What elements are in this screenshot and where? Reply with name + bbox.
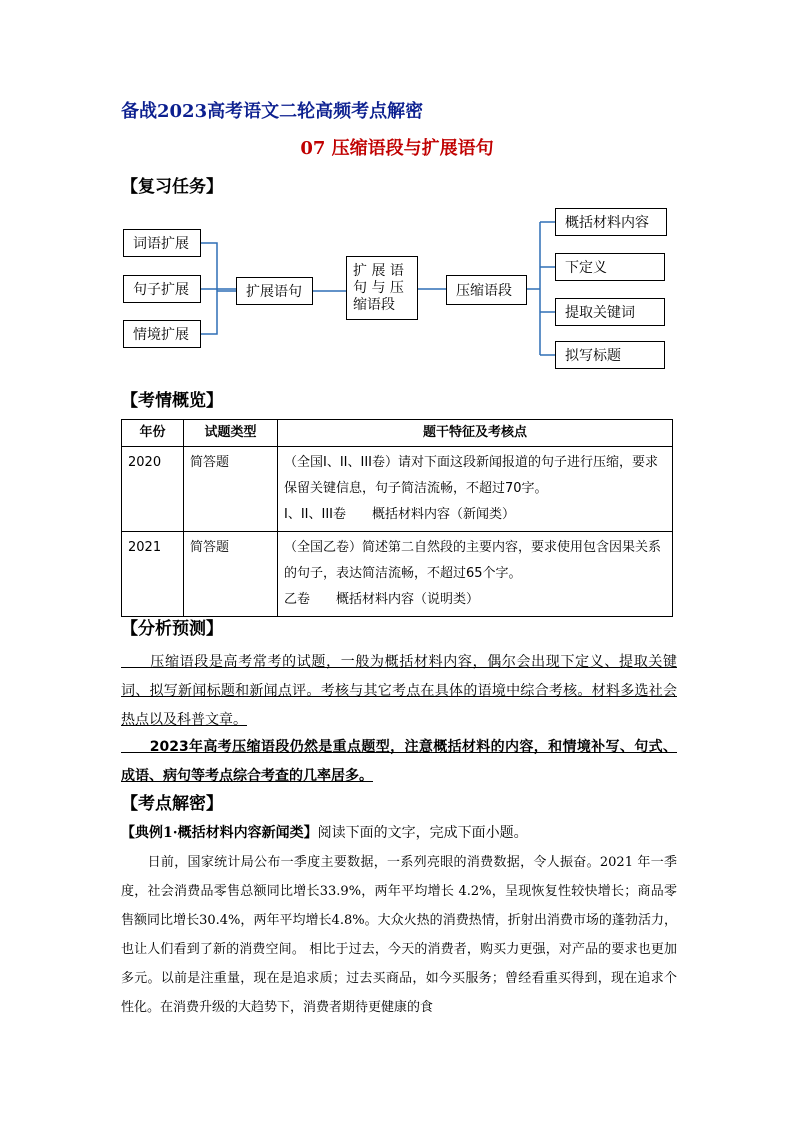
node-sentence-expand: 句子扩展 [123, 275, 201, 303]
node-center-topic: 扩 展 语 句 与 压 缩语段 [346, 256, 418, 320]
cell-features [278, 447, 673, 532]
node-word-expand: 词语扩展 [123, 229, 201, 257]
cell-desc: （全国乙卷）简述第二自然段的主要内容，要求使用包含因果关系的句子，表达简洁流畅，不超过65个字。 [284, 540, 662, 581]
cell-tag: I、II、III卷 概括材料内容（新闻类） [284, 507, 516, 522]
analysis-text-2: 2023年高考压缩语段仍然是重点题型，注意概括材料的内容，和情境补写、句式、成语、病句等考点综合考查的几率居多。 [121, 739, 677, 784]
cell-year: 2021 [122, 532, 184, 617]
node-expand-sentence: 扩展语句 [236, 277, 313, 305]
node-headline: 拟写标题 [555, 341, 665, 369]
cell-desc: （全国I、II、III卷）请对下面这段新闻报道的句子进行压缩，要求保留关键信息，句子简洁流畅，不超过70字。 [284, 455, 659, 496]
chapter-title: 07 压缩语段与扩展语句 [300, 138, 494, 159]
cell-features [278, 532, 673, 617]
cell-type: 简答题 [184, 447, 278, 532]
example-article: 日前，国家统计局公布一季度主要数据，一系列亮眼的消费数据，令人振奋。2021 年一季度，社会消费品零售总额同比增长33.9%，两年平均增长 4.2%，呈现恢复性较快增长；商品零售额同比增长30.4%，两年平均增长4.8%。大众火热的消费热情，折射出消费市场的蓬勃活力，也让人们看到了新的消费空间。 相比于过去，今天的消费者，购买力更强，对产品的要求也更加多元。以前是注重量，现在是追求质；过去买商品，如今买服务；曾经看重买得到，现在追求个性化。在消费升级的大趋势下，消费者期待更健康的食 [121, 855, 677, 1015]
diagram-connectors [0, 0, 794, 400]
node-keywords: 提取关键词 [555, 298, 665, 326]
node-definition: 下定义 [555, 253, 665, 281]
node-summarize: 概括材料内容 [555, 208, 667, 236]
section-analysis-heading: 【分析预测】 [121, 619, 223, 639]
document-title: 备战2023高考语文二轮高频考点解密 [121, 101, 424, 122]
example-label: 【典例1·概括材料内容新闻类】 [121, 825, 318, 841]
header-year: 年份 [122, 420, 184, 447]
analysis-paragraph-2 [121, 733, 677, 791]
section-keypoints-heading: 【考点解密】 [121, 794, 223, 814]
cell-year: 2020 [122, 447, 184, 532]
table-header-row [122, 420, 673, 447]
section-overview-heading: 【考情概览】 [121, 391, 223, 411]
node-context-expand: 情境扩展 [123, 320, 201, 348]
example-heading [121, 822, 528, 842]
node-compress-passage: 压缩语段 [446, 275, 527, 305]
analysis-text-1: 压缩语段是高考常考的试题，一般为概括材料内容，偶尔会出现下定义、提取关键词、拟写新闻标题和新闻点评。考核与其它考点在具体的语境中综合考核。材料多选社会热点以及科普文章。 [121, 654, 677, 728]
header-features: 题干特征及考核点 [278, 420, 673, 447]
cell-tag: 乙卷 概括材料内容（说明类） [284, 592, 480, 607]
table-row [122, 447, 673, 532]
example-instruction: 阅读下面的文字，完成下面小题。 [317, 825, 528, 841]
cell-type: 简答题 [184, 532, 278, 617]
overview-table [121, 419, 673, 617]
header-type: 试题类型 [184, 420, 278, 447]
section-review-heading: 【复习任务】 [121, 177, 223, 197]
table-row [122, 532, 673, 617]
analysis-paragraph-1 [121, 648, 677, 735]
